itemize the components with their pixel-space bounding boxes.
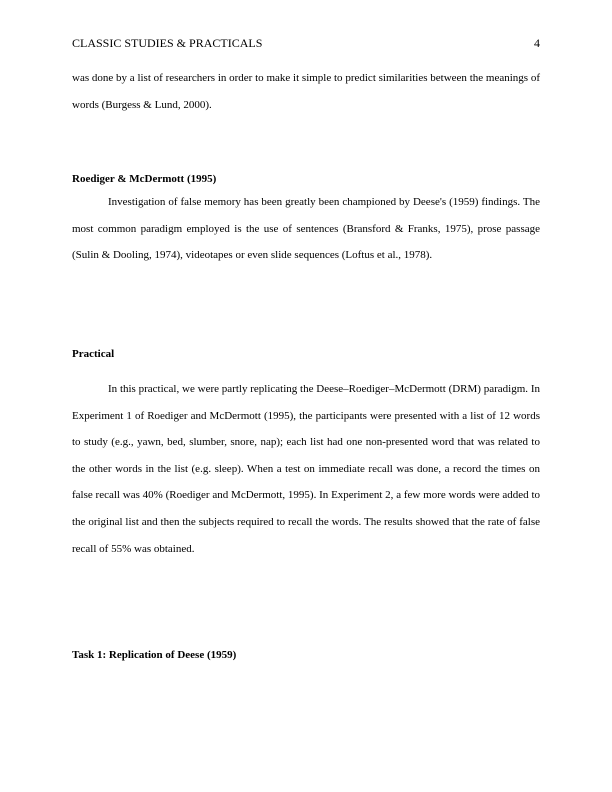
running-head: CLASSIC STUDIES & PRACTICALS [72, 36, 263, 50]
intro-paragraph: was done by a list of researchers in order to make it simple to predict similarities between the meanings of words (Burgess & Lund, 2000). [72, 72, 540, 111]
task1-heading: Task 1: Replication of Deese (1959) [72, 649, 237, 661]
page-number: 4 [534, 36, 540, 50]
practical-heading: Practical [72, 348, 115, 360]
roediger-paragraph: Investigation of false memory has been greatly been championed by Deese's (1959) findings. The most common paradigm employed is the use of sentences (Bransford & Franks, 1975), prose passage (Sulin & Dooling, 1974), videotapes or even slide sequences (Loftus et al., 1978). [72, 196, 540, 262]
practical-paragraph: In this practical, we were partly replicating the Deese–Roediger–McDermott (DRM) paradigm. In Experiment 1 of Roediger and McDermott (1995), the participants were presented with a list of 12 words to study (e.g., yawn, bed, slumber, snore, nap); each list had one non-presented word that was related to the other words in the list (e.g. sleep). When a test on immediate recall was done, a record the times on false recall was 40% (Roediger and McDermott, 1995). In Experiment 2, a few more words were added to the original list and then the subjects required to recall the words. The results showed that the rate of false recall of 55% was obtained. [72, 383, 540, 555]
roediger-heading: Roediger & McDermott (1995) [72, 173, 217, 185]
